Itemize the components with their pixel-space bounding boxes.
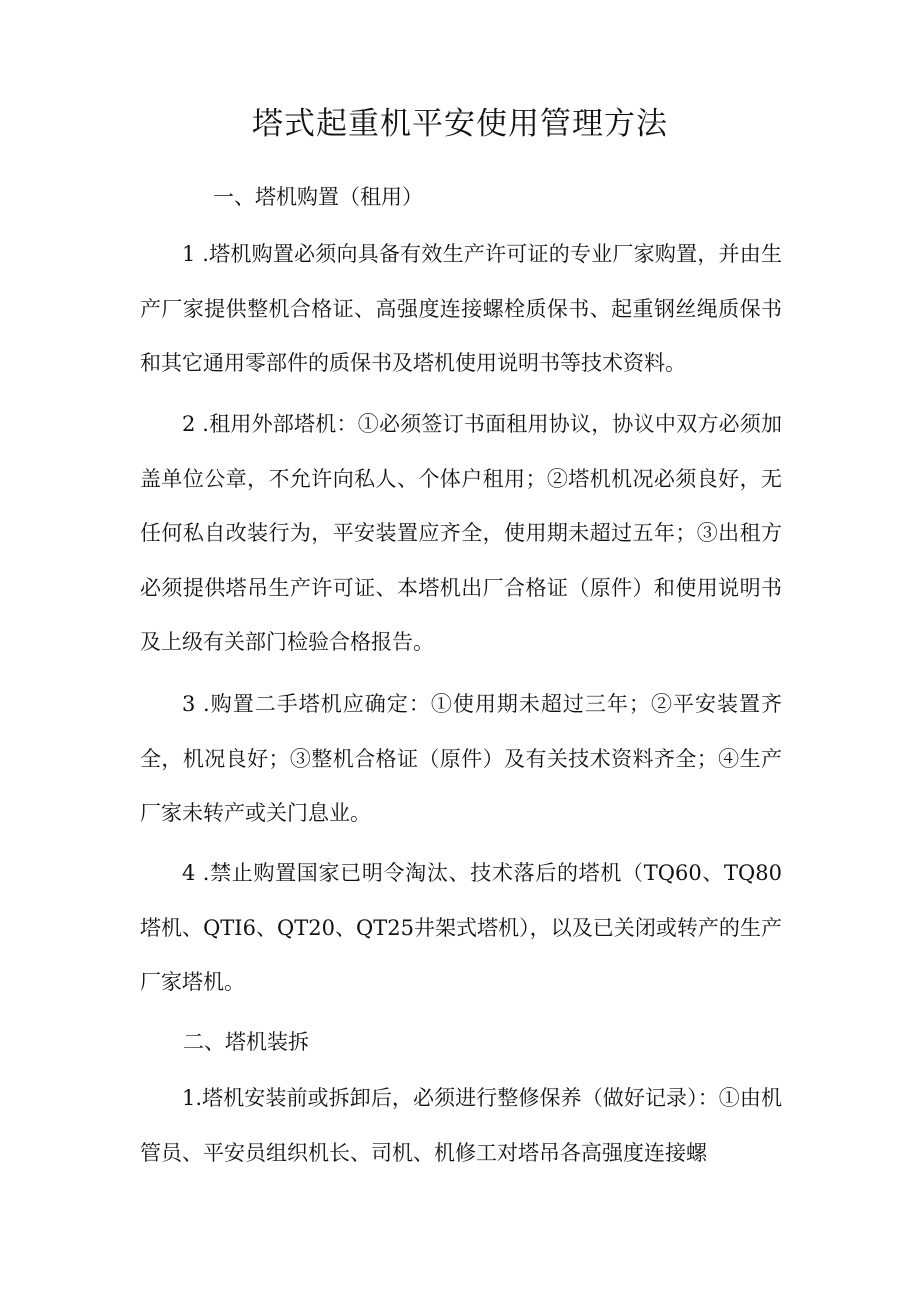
- page-title: 塔式起重机平安使用管理方法: [252, 106, 668, 142]
- paragraph-1-1: 1 .塔机购置必须向具备有效生产许可证的专业厂家购置，并由生产厂家提供整机合格证、高强度连接螺栓质保书、起重钢丝绳质保书和其它通用零部件的质保书及塔机使用说明书等技术资料。: [140, 242, 782, 375]
- paragraph-1-2: 2 .租用外部塔机：①必须签订书面租用协议，协议中双方必须加盖单位公章，不允许向私人、个体户租用；②塔机机况必须良好，无任何私自改装行为，平安装置应齐全，使用期未超过五年；③出租方必须提供塔吊生产许可证、本塔机出厂合格证（原件）和使用说明书及上级有关部门检验合格报告。: [140, 412, 782, 654]
- section-heading-2: 二、塔机装拆: [183, 1030, 309, 1054]
- paragraph-2-1: 1.塔机安装前或拆卸后，必须进行整修保养（做好记录）：①由机管员、平安员组织机长、司机、机修工对塔吊各高强度连接螺: [140, 1086, 782, 1165]
- paragraph-1-3: 3 .购置二手塔机应确定：①使用期未超过三年；②平安装置齐全，机况良好；③整机合格证（原件）及有关技术资料齐全；④生产厂家未转产或关门息业。: [140, 692, 782, 825]
- section-heading-1: 一、塔机购置（租用）: [213, 185, 423, 209]
- paragraph-1-4: 4 .禁止购置国家已明令淘汰、技术落后的塔机（TQ60、TQ80塔机、QTI6、QT20、QT25井架式塔机），以及已关闭或转产的生产厂家塔机。: [140, 861, 782, 994]
